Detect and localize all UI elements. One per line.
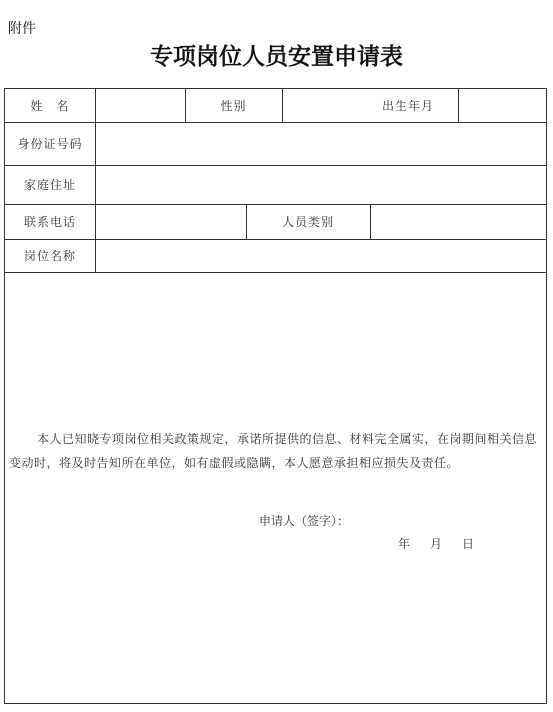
- birth-field[interactable]: [459, 89, 546, 122]
- attachment-label: 附件: [8, 21, 36, 37]
- id-number-label: 身份证号码: [17, 137, 83, 151]
- position-name-label: 岗位名称: [23, 249, 76, 263]
- birth-label: 出生年月: [381, 99, 434, 113]
- phone-label: 联系电话: [23, 215, 76, 229]
- month-label: 月: [430, 537, 443, 551]
- application-form-table: [4, 88, 547, 704]
- personnel-category-field[interactable]: [371, 204, 546, 239]
- year-label: 年: [398, 537, 411, 551]
- gender-label: 性别: [220, 99, 247, 113]
- name-field[interactable]: [96, 89, 185, 122]
- day-label: 日: [462, 537, 475, 551]
- id-number-field[interactable]: [96, 122, 546, 165]
- personnel-category-label: 人员类别: [281, 215, 334, 229]
- phone-field[interactable]: [96, 204, 246, 239]
- row-divider: [5, 272, 546, 273]
- home-address-field[interactable]: [96, 165, 546, 204]
- home-address-label: 家庭住址: [23, 178, 76, 192]
- applicant-signature-label: 申请人（签字）：: [259, 514, 350, 528]
- signature-date: [398, 535, 474, 552]
- commitment-statement: 本人已知晓专项岗位相关政策规定，承诺所提供的信息、材料完全属实，在岗期间相关信息变动时，将及时告知所在单位，如有虚假或隐瞒，本人愿意承担相应损失及责任。: [9, 432, 538, 470]
- gender-field[interactable]: [283, 89, 358, 122]
- form-title: 专项岗位人员安置申请表: [150, 43, 403, 70]
- position-name-field[interactable]: [96, 239, 546, 272]
- name-label: 姓 名: [30, 99, 70, 113]
